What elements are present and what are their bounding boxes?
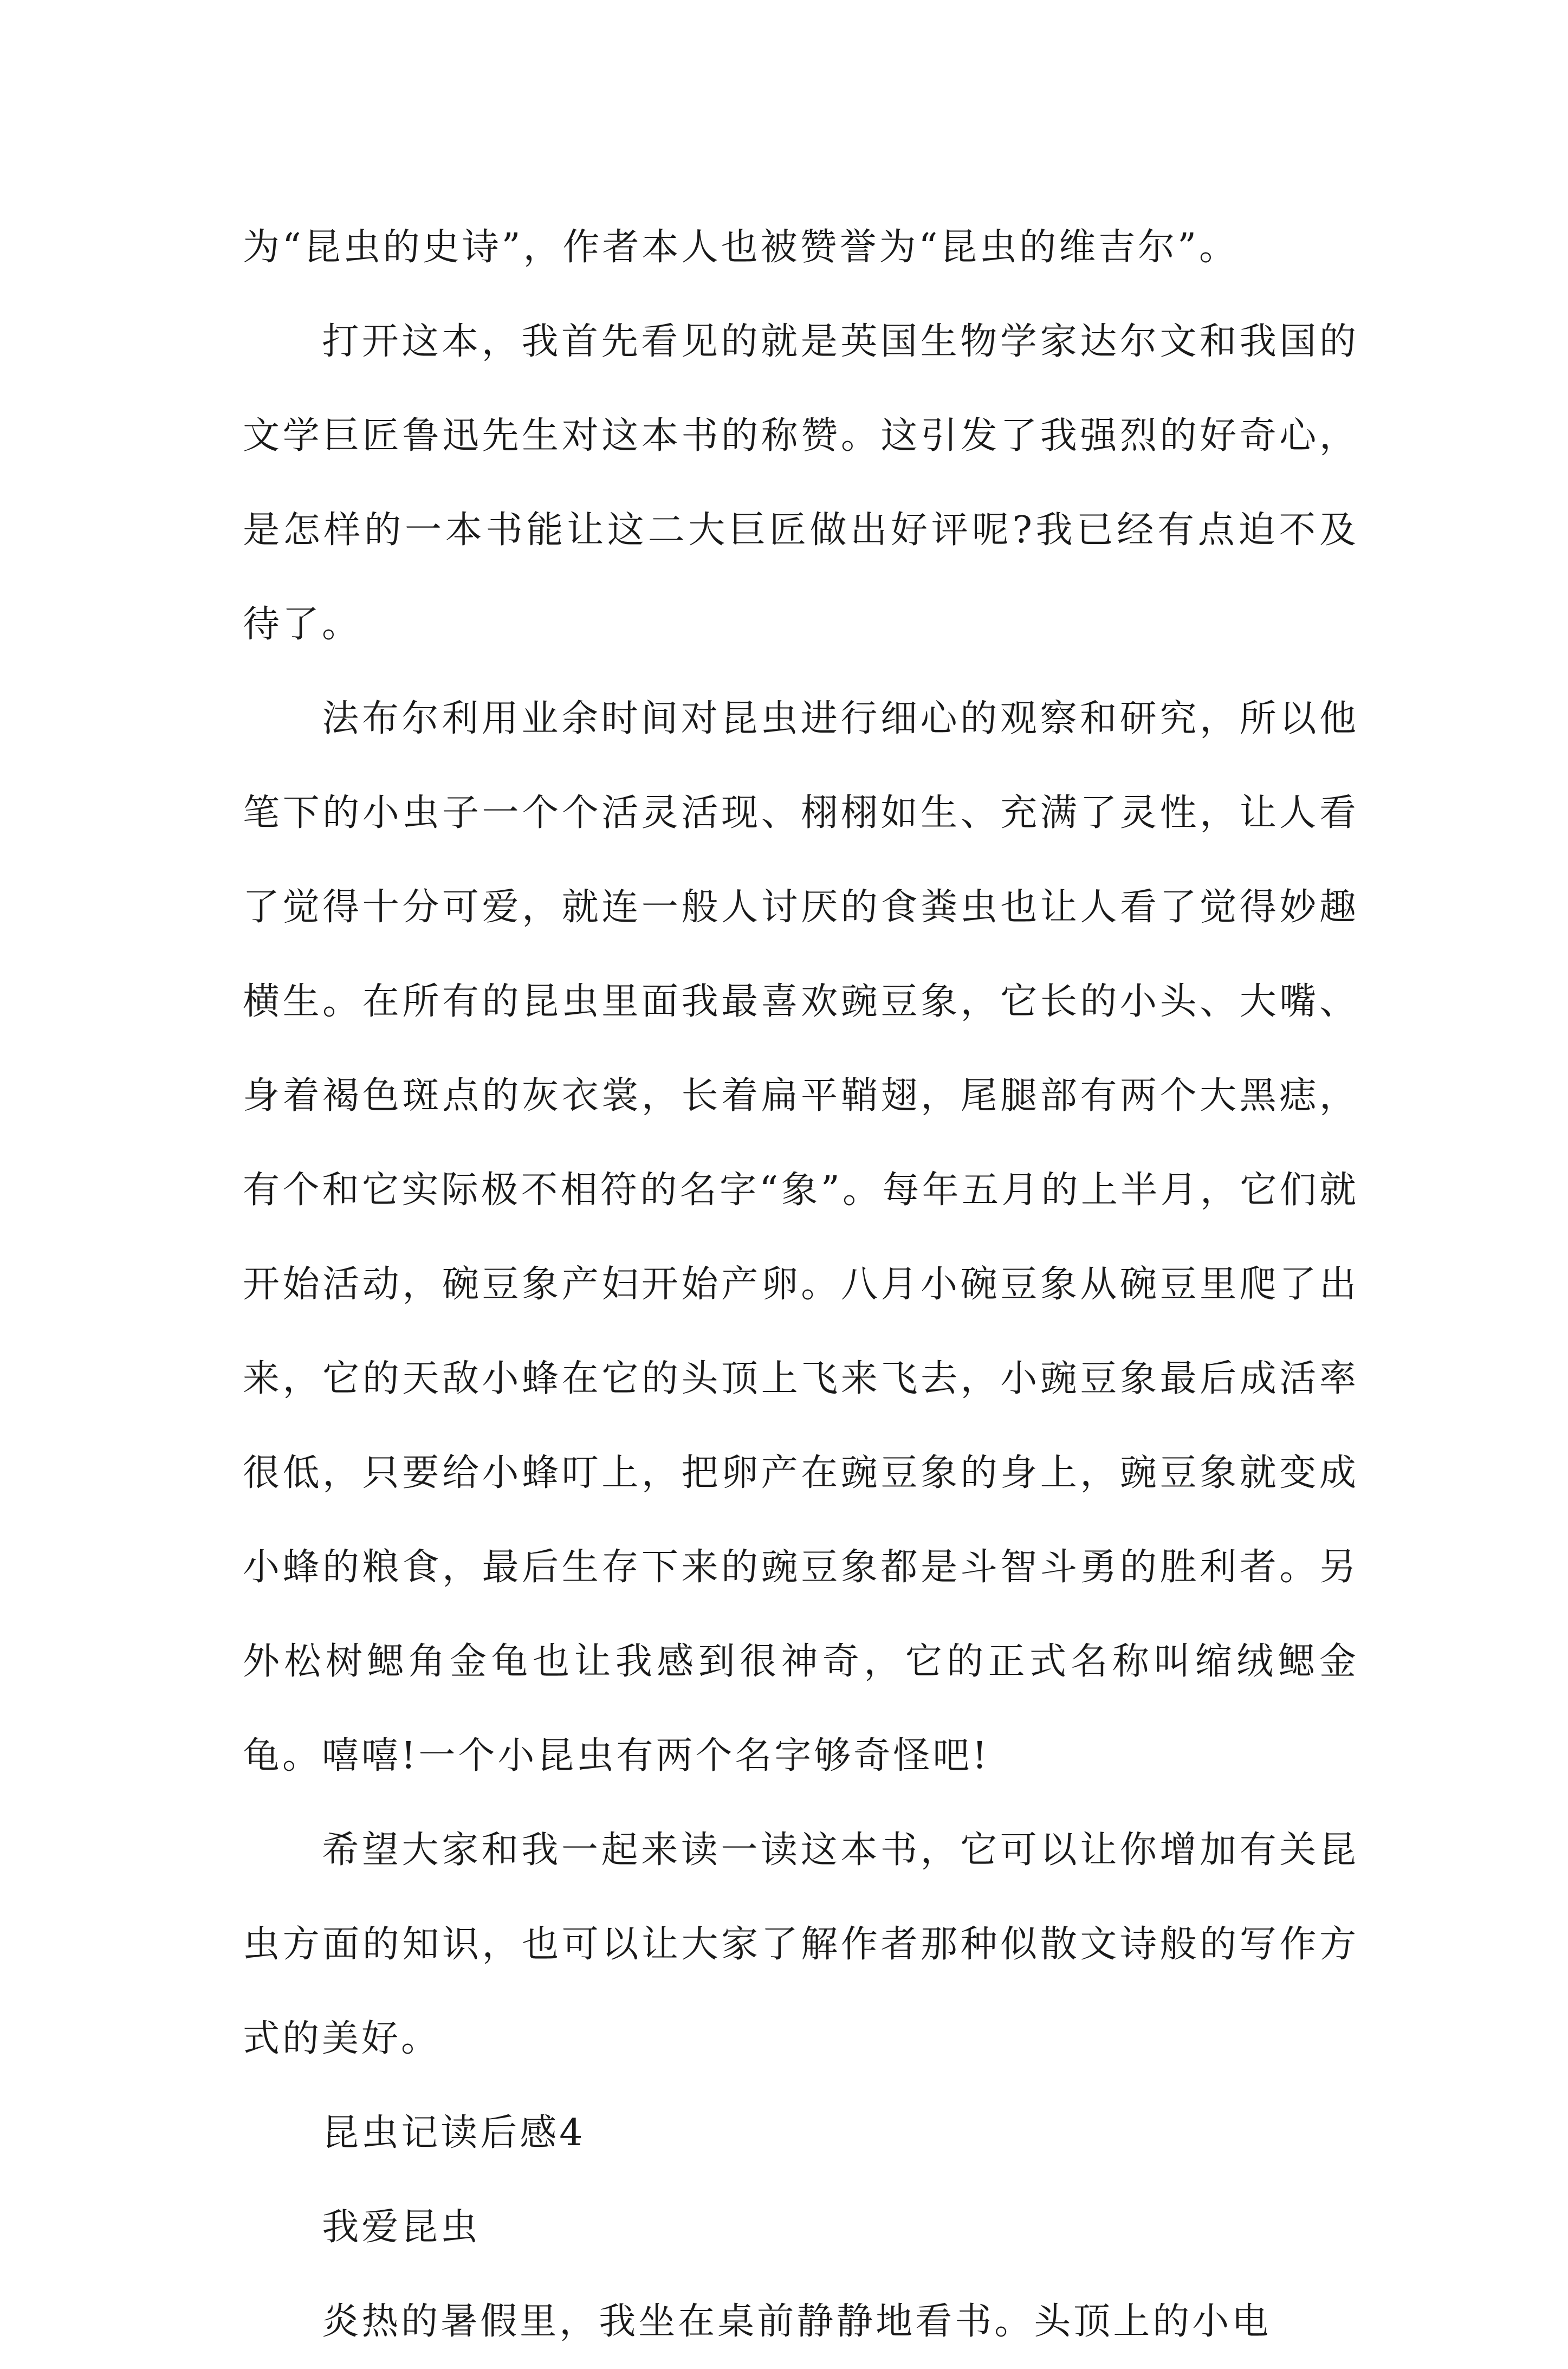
essay-title: 我爱昆虫 [322, 2206, 481, 2249]
paragraph-fabre-observation: 法布尔利用业余时间对昆虫进行细心的观察和研究，所以他笔下的小虫子一个个活灵活现、栩栩如生、充满了灵性，让人看了觉得十分可爱，就连一般人讨厌的食粪虫也让人看了觉得妙趣横生。在所有的昆虫里面我最喜欢豌豆象，它长的小头、大嘴、身着褐色斑点的灰衣裳，长着扁平鞘翅，尾腿部有两个大黑痣，有个和它实际极不相符的名字“象”。每年五月的上半月，它们就开始活动，碗豆象产妇开始产卵。八月小碗豆象从碗豆里爬了出来，它的天敌小蜂在它的头顶上飞来飞去，小豌豆象最后成活率很低，只要给小蜂叮上，把卵产在豌豆象的身上，豌豆象就变成小蜂的粮食，最后生存下来的豌豆象都是斗智斗勇的胜利者。另外松树鳃角金龟也让我感到很神奇，它的正式名称叫缩绒鳃金龟。嘻嘻!一个小昆虫有两个名字够奇怪吧! [243, 697, 1359, 1777]
paragraph-summer-reading: 炎热的暑假里，我坐在桌前静静地看书。头顶上的小电 [322, 2300, 1272, 2343]
paragraph-continuation: 为“昆虫的史诗”，作者本人也被赞誉为“昆虫的维吉尔”。 [243, 226, 1239, 269]
paragraph-opening-book: 打开这本，我首先看见的就是英国生物学家达尔文和我国的文学巨匠鲁迅先生对这本书的称赞。这引发了我强烈的好奇心，是怎样的一本书能让这二大巨匠做出好评呢?我已经有点迫不及待了。 [243, 320, 1359, 646]
section-heading: 昆虫记读后感4 [322, 2112, 586, 2154]
document-body [243, 200, 1359, 2369]
paragraph-recommendation: 希望大家和我一起来读一读这本书，它可以让你增加有关昆虫方面的知识，也可以让大家了解作者那种似散文诗般的写作方式的美好。 [243, 1829, 1359, 2060]
